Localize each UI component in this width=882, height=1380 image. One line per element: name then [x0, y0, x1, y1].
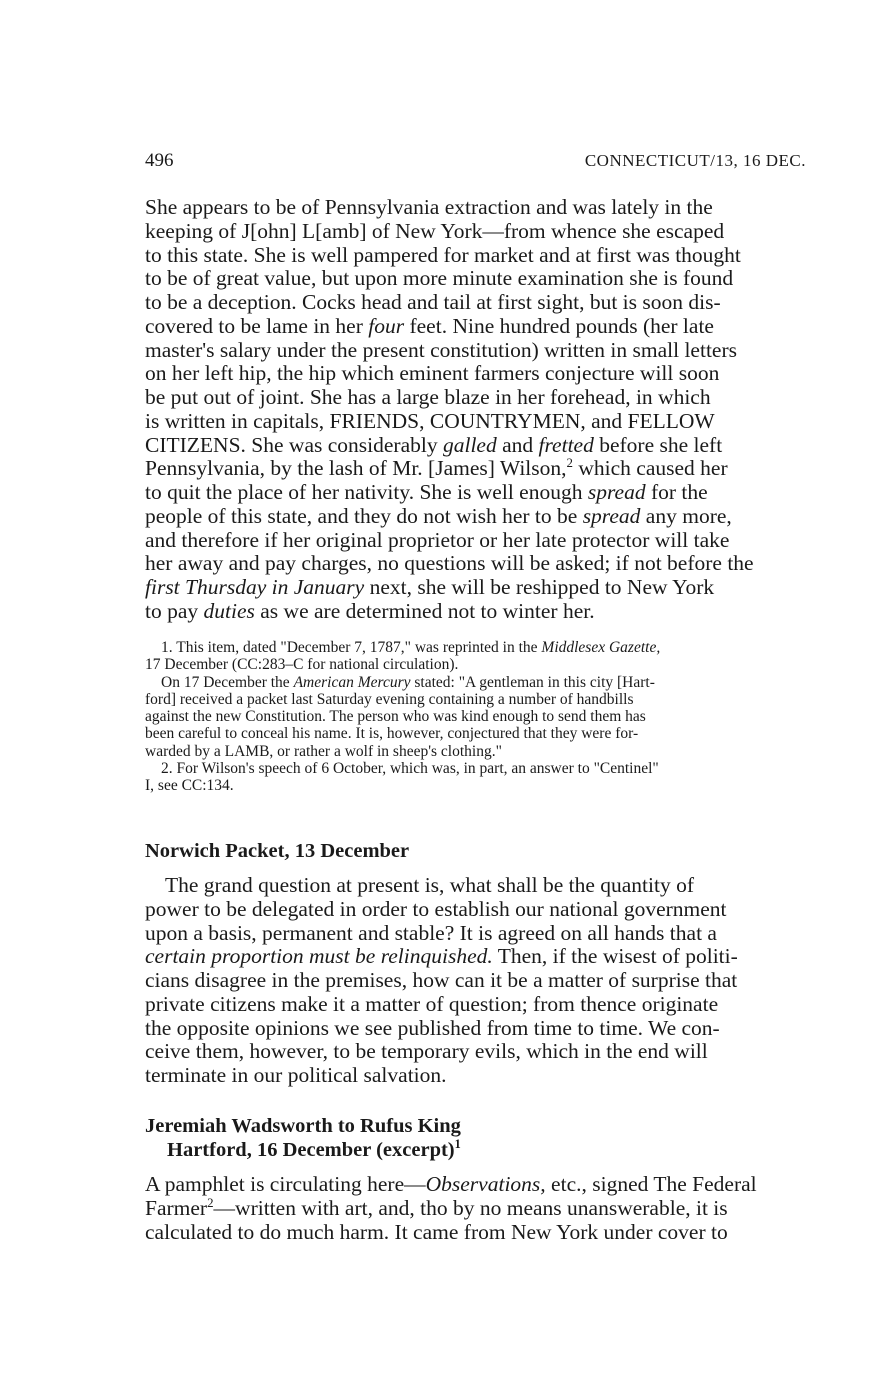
footnotes: 1. This item, dated "December 7, 1787," was reprinted in the Middlesex Gazette, 17 December (CC:283–C for national circulation). On 17 December the American Mercury stated: "A gentleman in this city [Hart- ford] received a packet last Saturday evening containing a number of handbills against the new Constitution. The person who was kind enough to send them has been careful to conceal his name. It is, however, conjectured that they were for- warded by a LAMB, or rather a wolf in sheep's clothing." 2. For Wilson's speech of 6 October, which was, in part, an answer to "Centinel" I, see CC:134. — [145, 639, 807, 795]
footnote-1-continued: On 17 December the American Mercury stated: "A gentleman in this city [Hart- — [161, 673, 655, 691]
continued-article-text: She appears to be of Pennsylvania extraction and was lately in the keeping of J[ohn] L[amb] of New York—from whence she escaped to this state. She is well pampered for market and at first was thought to be of great value, but upon more minute examination she is found to be a deception. Cocks head and tail at first sight, but is soon dis- covered to be lame in her four feet. Nine hundred pounds (her late master's salary under the present constitution) written in small letters on her left hip, the hip which eminent farmers conjecture will soon be put out of joint. She has a large blaze in her forehead, in which is written in capitals, FRIENDS, COUNTRYMEN, and FELLOW CITIZENS. She was considerably galled and fretted before she left Pennsylvania, by the lash of Mr. [James] Wilson,$^2$ which caused her to quit the place of her nativity. She is well enough spread for the people of this state, and they do not wish her to be spread any more, and therefore if her original proprietor or her late protector will take her away and pay charges, no questions will be asked; if not before the first Thursday in January next, she will be reshipped to New York to pay duties as we are determined not to winter her. — [145, 195, 754, 623]
footnote-ref: 1 — [454, 1137, 461, 1152]
footnote-2: 2. For Wilson's speech of 6 October, which was, in part, an answer to "Centinel" — [161, 760, 659, 778]
section-heading-wadsworth: Jeremiah Wadsworth to Rufus King Hartford, 16 December (excerpt)$^1$ — [145, 1115, 461, 1161]
section-heading-norwich: Norwich Packet, 13 December — [145, 840, 410, 862]
footnote-1: 1. This item, dated "December 7, 1787," was reprinted in the Middlesex Gazette, — [161, 639, 661, 656]
footnote-ref: 2 — [566, 456, 573, 471]
running-title: CONNECTICUT/13, 16 DEC. — [584, 151, 806, 170]
wadsworth-letter-text: A pamphlet is circulating here—Observations, etc., signed The Federal Farmer$^2$—written with art, and, tho by no means unanswerable, it is calculated to do much harm. It came from New York under cover to — [145, 1172, 757, 1244]
page-number: 496 — [145, 150, 174, 171]
running-head — [145, 150, 806, 172]
footnote-ref: 2 — [207, 1195, 214, 1210]
norwich-article-text: The grand question at present is, what shall be the quantity of power to be delegated in order to establish our national government upon a basis, permanent and stable? It is agreed on all hands that a certain proportion must be relinquished. Then, if the wisest of politi- cians disagree in the premises, how can it be a matter of surprise that private citizens make it a matter of question; from thence originate the opposite opinions we see published from time to time. We con- ceive them, however, to be temporary evils, which in the end will terminate in our political salvation. — [145, 873, 738, 1087]
